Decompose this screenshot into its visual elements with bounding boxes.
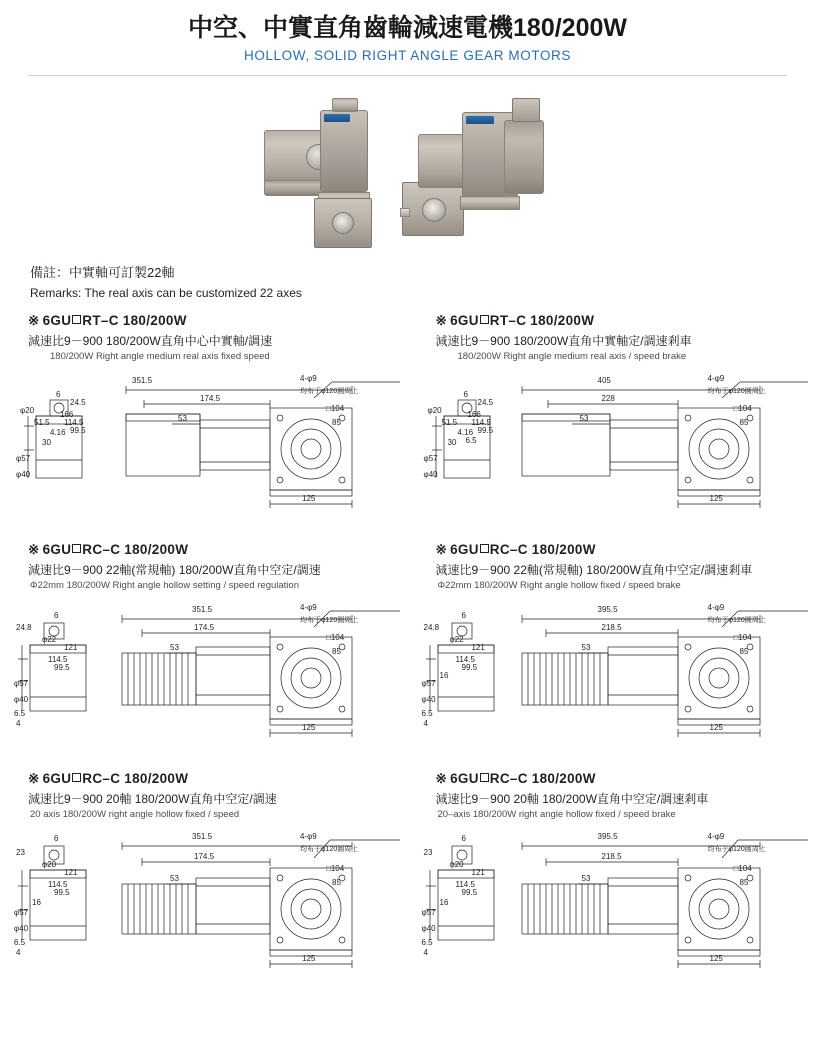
section-3 xyxy=(14,542,408,749)
dim-left-9: 6.5 xyxy=(421,708,433,718)
dim-left-0: 24.8 xyxy=(16,622,32,632)
dim-total: 351.5 xyxy=(192,604,213,614)
dim-left-3: 121 xyxy=(471,867,485,877)
remarks-en: Remarks: The real axis can be customized 22 axes xyxy=(30,285,302,300)
section-5 xyxy=(14,771,408,978)
section-2 xyxy=(422,313,815,520)
dim-left-4: 51.5 xyxy=(34,417,50,427)
dim-left-4: 114.5 xyxy=(48,879,68,889)
dim-total: 351.5 xyxy=(132,375,153,385)
dim-a: 53 xyxy=(178,413,187,423)
sections-grid xyxy=(14,313,801,978)
dim-left-6: 16 xyxy=(439,670,449,680)
section-6-title xyxy=(436,771,815,787)
dim-left-1: 6 xyxy=(54,833,59,843)
dim-holes: 4-φ9 xyxy=(300,602,317,612)
dim-holes: 4-φ9 xyxy=(300,373,317,383)
section-5-title xyxy=(28,771,408,787)
bullet-mark: ※ xyxy=(28,770,40,786)
dim-sq85: 85 xyxy=(739,877,749,887)
section-6-sub-en: 20–axis 180/200W right angle hollow fixed / speed brake xyxy=(437,808,676,820)
square-placeholder-icon xyxy=(72,315,81,324)
dim-left-2: φ22 xyxy=(42,634,57,644)
dim-sq104: □104 xyxy=(326,863,345,873)
section-3-title-suffix: RC–C 180/200W xyxy=(82,541,189,557)
dim-holes: 4-φ9 xyxy=(707,373,725,383)
dim-left-3: 166 xyxy=(60,409,74,419)
dim-base: 125 xyxy=(709,722,723,732)
section-4-drawing xyxy=(422,597,815,749)
dim-left-9: 6.5 xyxy=(421,937,433,947)
section-1-head xyxy=(28,313,408,362)
section-6 xyxy=(422,771,815,978)
dim-left-5: 99.5 xyxy=(54,662,70,672)
bullet-mark: ※ xyxy=(435,312,448,328)
section-5-drawing xyxy=(14,826,408,978)
section-6-drawing xyxy=(422,826,815,978)
section-1-title-suffix: RT–C 180/200W xyxy=(82,312,187,328)
section-4 xyxy=(422,542,815,749)
dim-left-6: 16 xyxy=(32,897,41,907)
square-placeholder-icon xyxy=(480,315,489,324)
dim-left-10: φ57 xyxy=(423,453,438,463)
dim-left-1: 24.5 xyxy=(477,397,494,407)
bullet-mark: ※ xyxy=(435,541,448,557)
dim-sq85: 85 xyxy=(332,877,341,887)
dim-left-1: 6 xyxy=(461,610,466,620)
dim-left-9: φ57 xyxy=(16,453,31,463)
dim-sq104: □104 xyxy=(733,863,752,873)
dim-a: 53 xyxy=(170,642,179,652)
row-spacer-1 xyxy=(14,520,801,542)
dim-sq104: □104 xyxy=(326,403,345,413)
section-5-sub-en: 20 axis 180/200W right angle hollow fixed / speed xyxy=(30,808,240,820)
dim-left-3: 166 xyxy=(467,409,481,419)
section-6-head xyxy=(436,771,815,820)
dim-base: 125 xyxy=(302,953,316,963)
section-1-title-prefix: 6GU xyxy=(42,312,72,328)
dim-left-1: 6 xyxy=(54,610,59,620)
dim-pcd: 均布于φ120圓周上 xyxy=(707,387,766,395)
dim-left-8: φ40 xyxy=(421,694,436,704)
section-2-title xyxy=(436,313,815,329)
dim-left-4: 114.5 xyxy=(455,654,475,664)
dim-left-2: φ20 xyxy=(427,405,442,415)
section-1-title xyxy=(28,313,408,329)
dim-left-10: 4 xyxy=(423,947,428,957)
dim-a: 53 xyxy=(579,413,589,423)
dim-left-7: 4.16 xyxy=(50,427,66,437)
dim-left-0: 6 xyxy=(463,389,468,399)
section-5-sub-cn: 減速比9－900 20軸 180/200W直角中空定/調速 xyxy=(28,791,277,806)
dim-left-9: 4 xyxy=(16,718,21,728)
dim-left-3: 121 xyxy=(471,642,485,652)
dim-left-0: 24.8 xyxy=(423,622,440,632)
dim-left-0: 23 xyxy=(423,847,433,857)
dim-left-5: 114.5 xyxy=(64,417,84,427)
dim-base: 125 xyxy=(302,722,316,732)
dim-sq85: 85 xyxy=(739,646,749,656)
dim-mid: 218.5 xyxy=(601,622,622,632)
dim-left-1: 6 xyxy=(461,833,466,843)
dim-total: 405 xyxy=(597,375,611,385)
section-6-title-prefix: 6GU xyxy=(450,770,479,786)
section-row-1 xyxy=(14,313,801,520)
dim-left-7: φ40 xyxy=(14,694,29,704)
section-4-title-suffix: RC–C 180/200W xyxy=(489,541,596,557)
motor-photo-right xyxy=(400,84,570,254)
dim-left-8: 6.5 xyxy=(14,708,26,718)
dim-sq104: □104 xyxy=(733,403,752,413)
dim-left-0: 6 xyxy=(56,389,61,399)
dim-a: 53 xyxy=(581,873,591,883)
dim-left-5: 114.5 xyxy=(471,417,491,427)
square-placeholder-icon xyxy=(72,544,81,553)
dim-left-6: φ57 xyxy=(14,678,29,688)
bullet-mark: ※ xyxy=(28,541,40,557)
dim-left-10: 4 xyxy=(16,947,21,957)
section-3-title xyxy=(28,542,408,558)
dim-left-5: 99.5 xyxy=(461,887,478,897)
product-photo-area xyxy=(0,80,815,255)
section-row-2 xyxy=(14,542,801,749)
section-6-title-suffix: RC–C 180/200W xyxy=(489,770,596,786)
section-1-sub-cn: 減速比9－900 180/200W直角中心中實軸/調速 xyxy=(28,333,273,348)
section-5-title-suffix: RC–C 180/200W xyxy=(82,770,189,786)
section-1 xyxy=(14,313,408,520)
dim-left-10: 4 xyxy=(423,718,428,728)
dim-left-2: φ20 xyxy=(42,859,57,869)
dim-a: 53 xyxy=(170,873,179,883)
dim-mid: 174.5 xyxy=(200,393,221,403)
section-row-3 xyxy=(14,771,801,978)
section-4-title-prefix: 6GU xyxy=(450,541,479,557)
dim-left-7: φ57 xyxy=(14,907,29,917)
dim-mid: 228 xyxy=(601,393,615,403)
section-5-head xyxy=(28,771,408,820)
remarks-cn: 備註：中實軸可訂製22軸 xyxy=(30,264,175,280)
dim-pcd: 均布于φ120圓周上 xyxy=(707,616,766,624)
dim-left-9: 30 xyxy=(447,437,457,447)
dim-left-10: φ40 xyxy=(16,469,31,479)
section-2-head xyxy=(436,313,815,362)
motor-photo-left xyxy=(258,88,408,248)
dim-mid: 174.5 xyxy=(194,851,215,861)
square-placeholder-icon xyxy=(480,773,489,782)
section-3-title-prefix: 6GU xyxy=(42,541,72,557)
dim-left-8: φ40 xyxy=(421,923,436,933)
dim-left-8: 6.5 xyxy=(465,435,477,445)
section-2-sub-en: 180/200W Right angle medium real axis / speed brake xyxy=(457,350,687,362)
dim-a: 53 xyxy=(581,642,591,652)
dim-left-5: 99.5 xyxy=(54,887,70,897)
dim-left-9: 6.5 xyxy=(14,937,26,947)
section-4-sub-cn: 減速比9－900 22軸(常規軸) 180/200W直角中空定/調速剎車 xyxy=(435,562,753,577)
dim-base: 125 xyxy=(709,953,723,963)
dim-holes: 4-φ9 xyxy=(707,602,725,612)
dim-sq85: 85 xyxy=(332,646,341,656)
dim-mid: 174.5 xyxy=(194,622,215,632)
row-spacer-2 xyxy=(14,749,801,771)
bullet-mark: ※ xyxy=(28,312,40,328)
dim-left-3: 121 xyxy=(64,867,78,877)
section-6-sub-cn: 減速比9－900 20軸 180/200W直角中空定/調速剎車 xyxy=(435,791,709,806)
dim-base: 125 xyxy=(302,493,316,503)
dim-left-2: φ20 xyxy=(20,405,35,415)
dim-left-2: φ20 xyxy=(449,859,464,869)
remarks-block xyxy=(30,263,815,303)
dim-sq85: 85 xyxy=(332,417,341,427)
dim-left-4: 51.5 xyxy=(441,417,458,427)
dim-left-0: 23 xyxy=(16,847,25,857)
dim-holes: 4-φ9 xyxy=(707,831,725,841)
dim-left-4: 114.5 xyxy=(455,879,475,889)
dim-left-5: 99.5 xyxy=(461,662,478,672)
dim-sq104: □104 xyxy=(326,632,345,642)
section-1-drawing xyxy=(14,368,408,520)
section-4-title xyxy=(436,542,815,558)
dim-left-6: 16 xyxy=(439,897,449,907)
square-placeholder-icon xyxy=(72,773,81,782)
dim-left-6: 99.5 xyxy=(477,425,494,435)
dim-sq85: 85 xyxy=(739,417,749,427)
header-divider xyxy=(28,75,787,76)
dim-pcd: 均布于φ120圓周上 xyxy=(300,616,359,624)
section-3-sub-en: Φ22mm 180/200W Right angle hollow setting / speed regulation xyxy=(30,579,299,591)
section-2-drawing xyxy=(422,368,815,520)
dim-left-8: 30 xyxy=(42,437,51,447)
section-3-drawing xyxy=(14,597,408,749)
bullet-mark: ※ xyxy=(435,770,448,786)
dim-total: 395.5 xyxy=(597,831,618,841)
dim-left-7: φ57 xyxy=(421,907,436,917)
dim-left-7: 4.16 xyxy=(457,427,474,437)
dim-left-7: φ57 xyxy=(421,678,436,688)
dim-pcd: 均布于φ120圓周上 xyxy=(300,845,359,853)
dim-left-2: φ22 xyxy=(449,634,464,644)
dim-holes: 4-φ9 xyxy=(300,831,317,841)
dim-mid: 218.5 xyxy=(601,851,622,861)
dim-left-6: 99.5 xyxy=(70,425,86,435)
dim-left-8: φ40 xyxy=(14,923,29,933)
section-4-head xyxy=(436,542,815,591)
dim-pcd: 均布于φ120圓周上 xyxy=(707,845,766,853)
dim-left-1: 24.5 xyxy=(70,397,86,407)
dim-base: 125 xyxy=(709,493,723,503)
section-2-title-prefix: 6GU xyxy=(450,312,479,328)
dim-left-4: 114.5 xyxy=(48,654,68,664)
section-1-sub-en: 180/200W Right angle medium real axis fixed speed xyxy=(50,350,270,362)
dim-left-11: φ40 xyxy=(423,469,438,479)
dim-left-3: 121 xyxy=(64,642,78,652)
section-2-sub-cn: 減速比9－900 180/200W直角中實軸定/調速剎車 xyxy=(435,333,692,348)
dim-sq104: □104 xyxy=(733,632,752,642)
dim-pcd: 均布于φ120圓周上 xyxy=(300,387,359,395)
dim-total: 395.5 xyxy=(597,604,618,614)
page-subtitle: HOLLOW, SOLID RIGHT ANGLE GEAR MOTORS xyxy=(243,47,572,63)
section-5-title-prefix: 6GU xyxy=(42,770,72,786)
section-3-sub-cn: 減速比9－900 22軸(常規軸) 180/200W直角中空定/調速 xyxy=(28,562,321,577)
section-4-sub-en: Φ22mm 180/200W Right angle hollow fixed / speed brake xyxy=(437,579,681,591)
page-header xyxy=(0,0,815,69)
section-2-title-suffix: RT–C 180/200W xyxy=(489,312,595,328)
dim-total: 351.5 xyxy=(192,831,213,841)
square-placeholder-icon xyxy=(480,544,489,553)
page-title: 中空、中實直角齒輪減速電機180/200W xyxy=(188,14,627,42)
section-3-head xyxy=(28,542,408,591)
